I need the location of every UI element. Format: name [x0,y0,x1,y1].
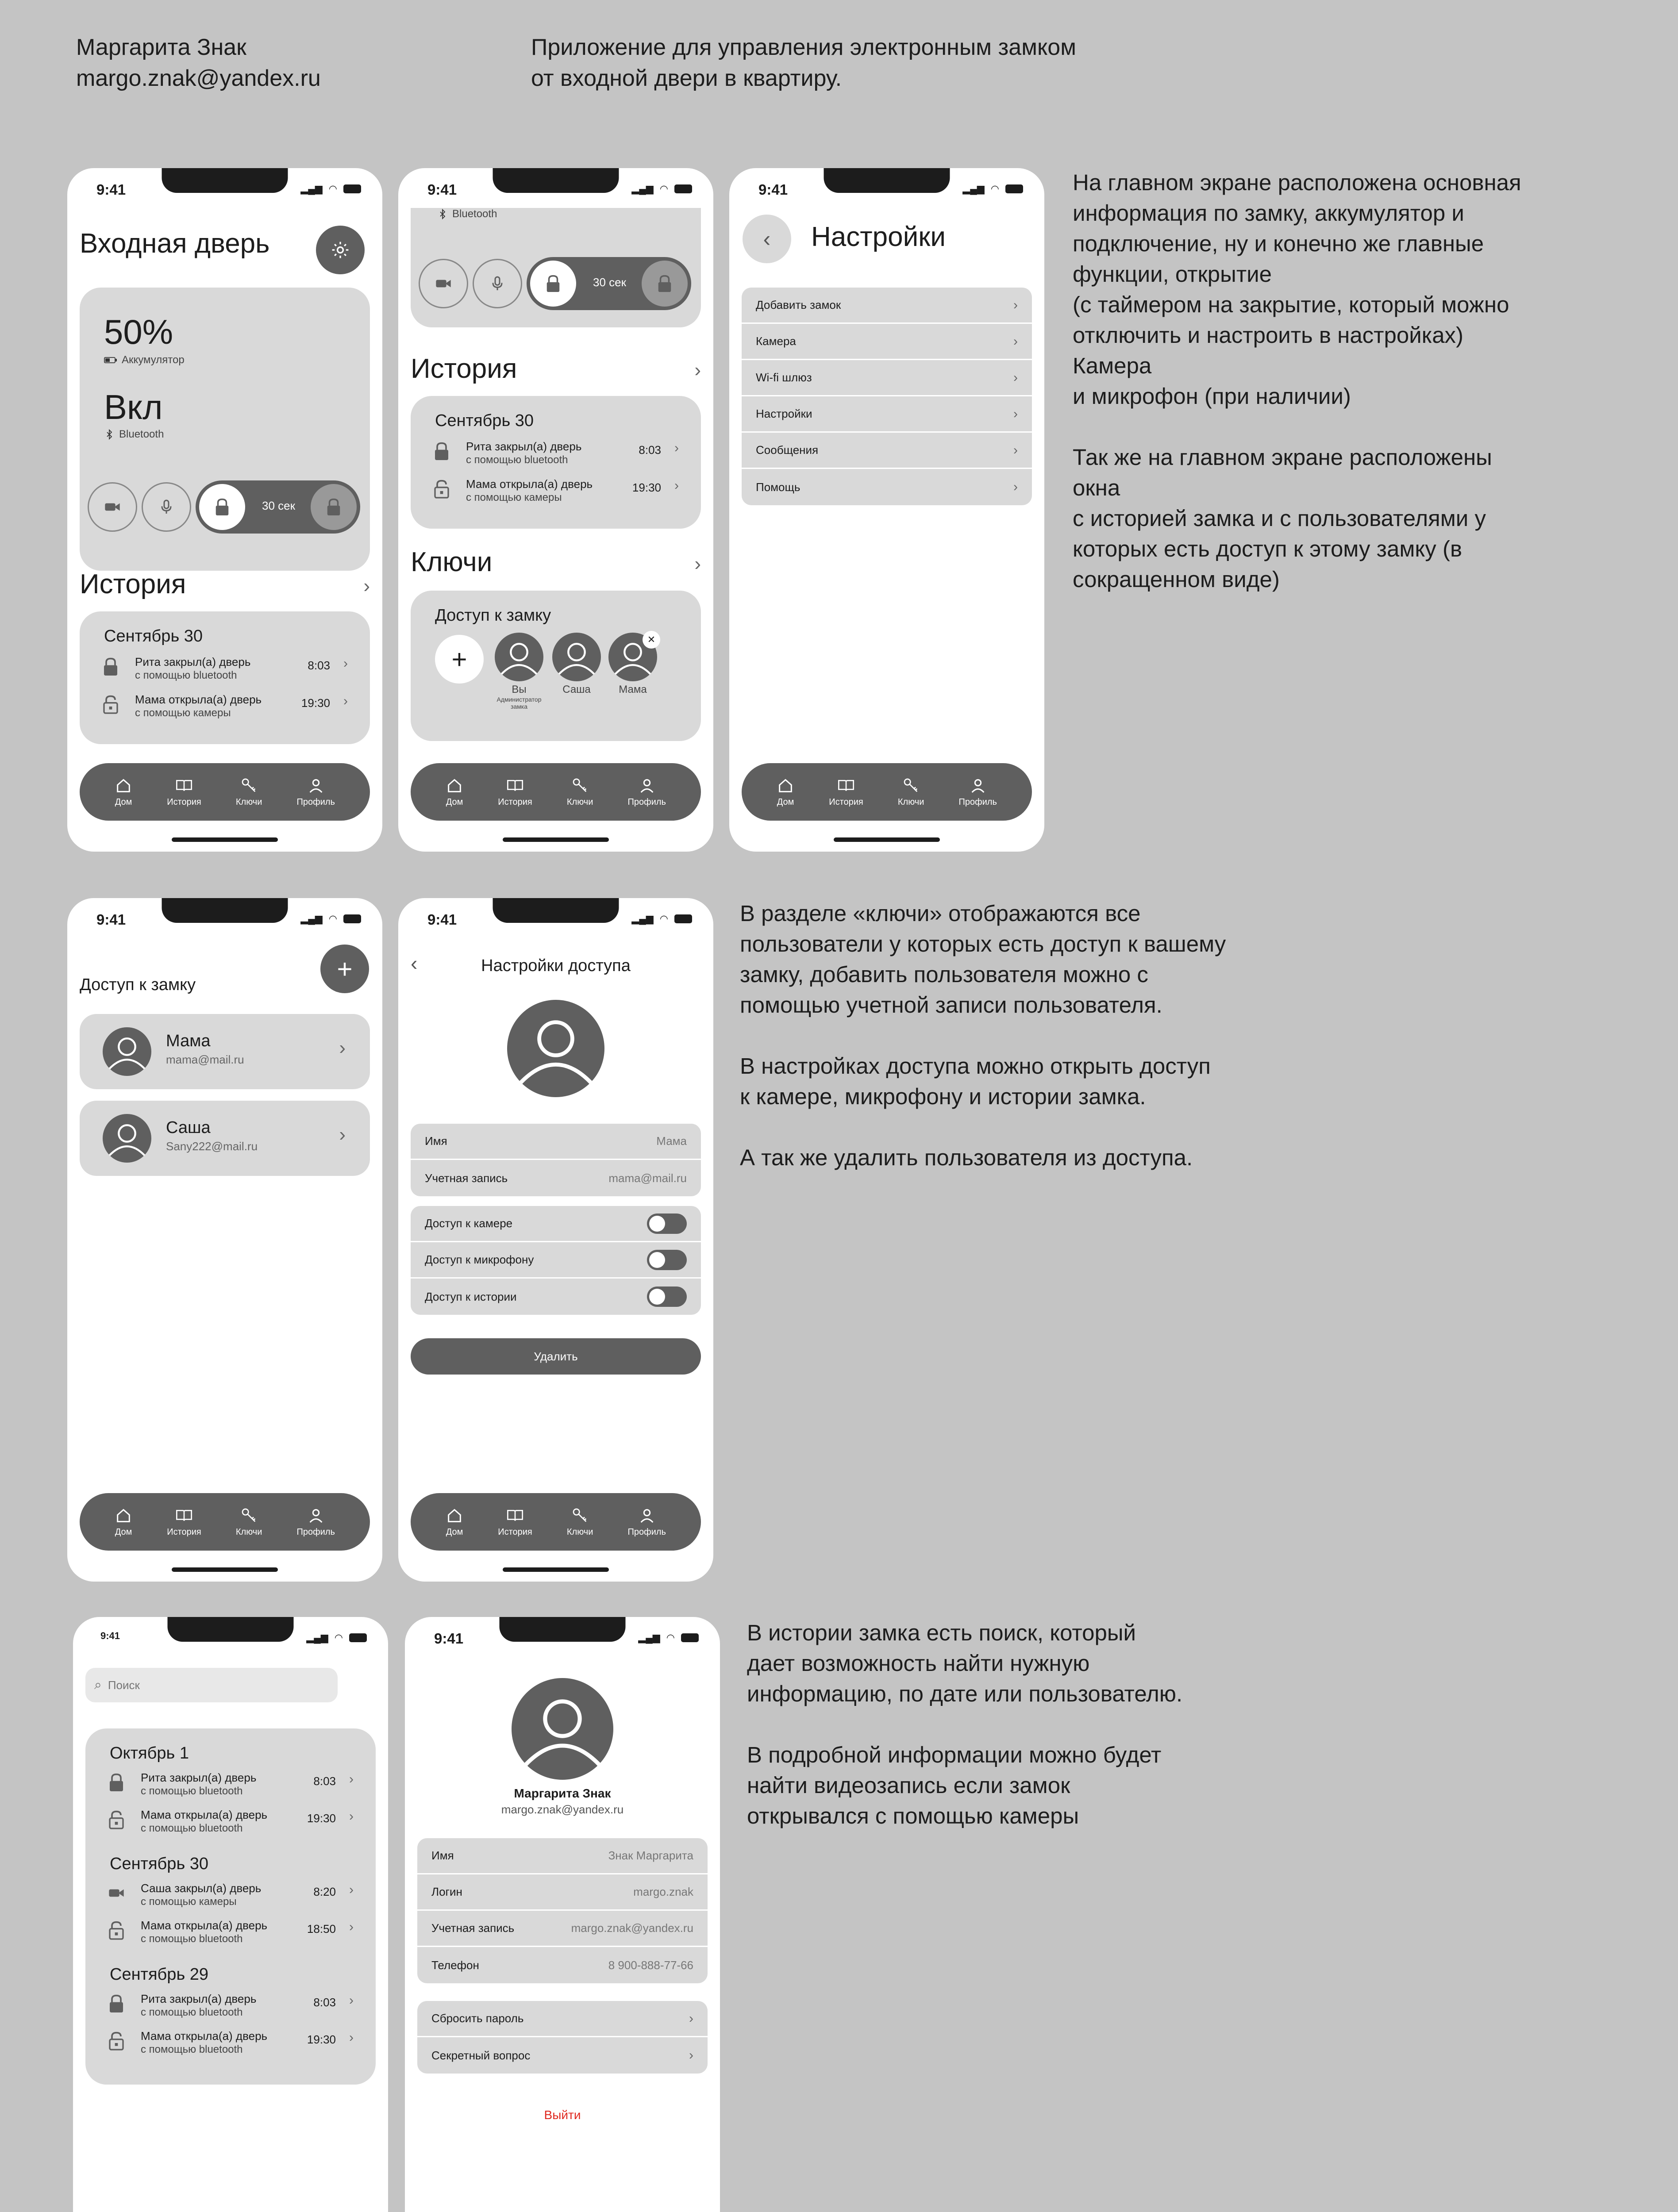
battery-icon [1005,184,1023,193]
profile-name: Маргарита Знак [514,1786,611,1800]
user-sasha[interactable] [550,633,603,696]
history-entry[interactable] [108,1917,354,1952]
wifi-icon: ◠ [666,1632,675,1643]
entry-subtitle: с помощью bluetooth [141,1785,243,1797]
lock-info-card [80,288,370,571]
chevron-right-icon: › [349,1772,354,1786]
gear-icon [331,240,350,260]
connection-label: Bluetooth [452,208,497,220]
user-you[interactable] [493,633,546,710]
microphone-toggle[interactable] [647,1250,687,1270]
history-entry[interactable] [433,438,679,473]
settings-list [742,288,1032,505]
entry-subtitle: с помощью камеры [135,707,231,719]
chevron-right-icon: › [1013,370,1018,385]
unlock-icon [108,2031,125,2051]
chevron-right-icon: › [343,656,348,671]
book-icon [175,777,193,795]
entry-time: 8:03 [313,1774,336,1788]
add-user-button[interactable]: + [435,635,484,684]
status-time: 9:41 [96,181,126,198]
key-icon [571,777,589,795]
settings-item-messages[interactable]: Сообщения › [742,433,1032,469]
connection-label: Bluetooth [119,428,164,440]
entry-time: 8:03 [308,659,330,672]
page-title: Настройки [811,222,946,252]
status-icons [300,913,361,925]
wifi-icon: ◠ [659,913,668,924]
history-entry[interactable] [108,1990,354,2026]
unlock-icon [108,1810,125,1829]
entry-title: Рита закрыл(а) дверь [141,1992,257,2005]
entry-title: Мама открыла(а) дверь [141,1808,268,1821]
home-icon [115,777,132,795]
history-entry[interactable] [433,476,679,511]
history-date: Сентябрь 29 [110,1965,209,1984]
lock-icon [102,657,119,676]
history-entry[interactable] [108,1769,354,1805]
avatar [103,1027,151,1076]
book-icon [175,1507,193,1525]
history-entry[interactable] [108,1806,354,1842]
timer-label: 30 сек [593,276,626,289]
entry-title: Мама открыла(а) дверь [135,693,262,706]
history-card [80,611,370,744]
home-icon [446,777,463,795]
settings-item-add-lock[interactable]: Добавить замок › [742,288,1032,324]
wifi-icon: ◠ [328,183,337,194]
chevron-right-icon[interactable]: › [694,553,701,575]
tab-bar [411,763,701,821]
profile-info-list [417,1838,708,1983]
tab-bar [411,1493,701,1551]
home-icon [115,1507,132,1525]
history-title[interactable]: История [411,353,517,384]
battery-label: Аккумулятор [122,354,185,366]
book-icon [837,777,855,795]
author-name: Маргарита Знак [76,35,246,60]
unlock-slider[interactable] [196,480,360,534]
settings-item-settings[interactable]: Настройки › [742,396,1032,433]
history-date: Сентябрь 30 [104,627,203,645]
user-mama[interactable] [606,633,659,696]
user-icon [969,777,987,795]
notch [500,1617,626,1642]
user-icon [307,777,325,795]
user-name: Саша [562,684,591,695]
user-name: Вы [512,684,527,695]
user-card-sasha[interactable] [80,1101,370,1176]
entry-title: Мама открыла(а) дверь [141,2029,268,2043]
settings-button[interactable] [316,226,365,274]
lock-icon [656,274,673,293]
project-title [531,32,1076,94]
history-date: Октябрь 1 [110,1744,189,1763]
search-input[interactable] [108,1678,307,1692]
phone-profile [405,1617,720,2212]
settings-item-help[interactable]: Помощь › [756,480,1018,494]
entry-subtitle: с помощью камеры [141,1896,237,1908]
tab-keys[interactable]: Ключи [567,1507,593,1537]
tab-history[interactable]: История [167,1507,201,1537]
battery-icon [681,1633,699,1642]
avatar [507,1000,604,1097]
signal-icon: ▂▄▆ [631,913,654,924]
access-card [411,591,701,741]
status-time: 9:41 [758,181,788,198]
slider-end [311,484,357,530]
notch [493,168,619,193]
signal-icon: ▂▄▆ [962,183,985,194]
slider-thumb[interactable] [530,261,576,307]
user-info-list [411,1124,701,1196]
tab-profile[interactable]: Профиль [297,777,335,807]
description-keys: В разделе «ключи» отображаются все пользователи у которых есть доступ к вашему замку, добавить пользователя можно с помощью учетной записи пользователя. В настройках доступа можно открыть доступ к камере, микрофону и истории замка. А так же удалить пользователя из доступа. [740,901,1226,1170]
tab-keys[interactable]: Ключи [236,777,262,807]
tab-history[interactable]: История [167,777,201,807]
remove-user-button[interactable]: ✕ [643,631,660,649]
camera-toggle[interactable] [647,1214,687,1234]
phone-home [67,168,382,852]
tab-bar [80,1493,370,1551]
unlock-slider[interactable] [527,257,691,310]
wifi-icon: ◠ [328,913,337,924]
user-name: Саша [166,1118,211,1137]
user-email: mama@mail.ru [166,1053,244,1066]
user-card-mama[interactable] [80,1014,370,1089]
wifi-icon: ◠ [334,1632,343,1643]
delete-button[interactable]: Удалить [411,1338,701,1375]
entry-subtitle: с помощью bluetooth [466,454,568,466]
back-button[interactable]: ‹ [743,215,791,263]
history-list-card [85,1728,376,2085]
slider-end [642,261,688,307]
unlock-icon [102,695,119,714]
home-indicator [172,837,278,842]
permissions-list [411,1206,701,1315]
chevron-right-icon: › [1013,442,1018,457]
status-icons [962,183,1023,195]
entry-time: 8:20 [313,1885,336,1898]
tab-home[interactable]: Дом [446,1507,463,1537]
page-title: Настройки доступа [481,956,631,975]
history-entry[interactable] [102,691,348,726]
wifi-icon: ◠ [659,183,668,194]
camera-button[interactable] [419,259,468,308]
tab-bar [742,763,1032,821]
profile-actions-list [417,2001,708,2074]
bluetooth-icon [437,209,448,219]
entry-subtitle: с помощью bluetooth [141,2043,243,2055]
settings-item-wifi[interactable]: Wi-fi шлюз › [742,360,1032,396]
lock-icon [108,1773,125,1792]
tab-keys[interactable]: Ключи [898,777,924,807]
notch [168,1617,294,1642]
tab-history[interactable]: История [498,1507,532,1537]
lock-icon [214,498,231,516]
home-icon [446,1507,463,1525]
access-title: Доступ к замку [435,606,551,625]
avatar [103,1114,151,1163]
entry-time: 19:30 [307,1812,336,1825]
info-row-account: Учетная запись margo.znak@yandex.ru [417,1911,708,1947]
entry-time: 8:03 [639,443,661,457]
chevron-right-icon: › [1013,480,1018,494]
history-title[interactable]: История [80,569,186,599]
key-icon [240,777,258,795]
chevron-right-icon[interactable]: › [694,359,701,381]
info-row-phone: Телефон 8 900-888-77-66 [431,1958,693,1972]
chevron-right-icon[interactable]: › [363,575,370,597]
project-line1: Приложение для управления электронным замком [531,35,1076,60]
signal-icon: ▂▄▆ [306,1632,328,1643]
unlock-icon [433,479,450,499]
status-time: 9:41 [96,911,126,928]
status-icons [638,1632,699,1644]
author-email: margo.znak@yandex.ru [76,65,321,91]
history-entry[interactable] [108,2028,354,2063]
entry-title: Рита закрыл(а) дверь [141,1771,257,1784]
slider-thumb[interactable] [199,484,245,530]
chevron-right-icon: › [349,1920,354,1934]
tab-keys[interactable]: Ключи [236,1507,262,1537]
page-title: Входная дверь [80,228,270,259]
status-icons [300,183,361,195]
phone-keys [67,898,382,1582]
entry-time: 8:03 [313,1996,336,2009]
entry-subtitle: с помощью bluetooth [141,1933,243,1945]
user-email: Sany222@mail.ru [166,1140,258,1153]
permission-microphone: Доступ к микрофону [411,1242,701,1279]
connection-value: Вкл [104,388,163,426]
entry-title: Мама открыла(а) дверь [141,1919,268,1932]
notch [162,898,288,923]
chevron-right-icon: › [339,1037,346,1059]
user-icon [307,1507,325,1525]
tab-profile[interactable]: Профиль [297,1507,335,1537]
chevron-right-icon: › [674,478,679,493]
camera-icon [104,498,121,516]
page-title: Доступ к замку [80,975,196,994]
lock-info-card [411,208,701,327]
chevron-right-icon: › [349,1993,354,2008]
camera-icon [108,1883,125,1903]
avatar [552,633,601,681]
user-name: Мама [619,684,647,695]
key-icon [902,777,920,795]
status-time: 9:41 [434,1630,464,1647]
settings-item-camera[interactable]: Камера › [742,324,1032,360]
chevron-right-icon: › [1013,334,1018,349]
tab-home[interactable]: Дом [115,1507,132,1537]
home-indicator [834,837,940,842]
entry-subtitle: с помощью bluetooth [135,669,237,681]
lock-icon [433,442,450,461]
permission-camera: Доступ к камере [411,1206,701,1242]
entry-title: Саша закрыл(а) дверь [141,1882,262,1895]
tab-keys[interactable]: Ключи [567,777,593,807]
user-name: Мама [166,1032,211,1050]
status-icons [306,1632,367,1644]
microphone-icon [158,498,175,516]
book-icon [506,1507,524,1525]
add-user-button[interactable]: + [320,945,369,993]
history-date: Сентябрь 30 [110,1855,209,1873]
keys-title[interactable]: Ключи [411,547,493,577]
battery-icon [674,184,692,193]
microphone-button[interactable] [142,482,191,532]
battery-icon [349,1633,367,1642]
unlock-icon [108,1920,125,1940]
secret-question-item[interactable]: Секретный вопрос › [431,2048,693,2062]
permission-history: Доступ к истории [411,1279,701,1315]
entry-time: 19:30 [307,2033,336,2046]
microphone-button[interactable] [473,259,522,308]
user-icon [638,1507,656,1525]
home-icon [777,777,794,795]
microphone-icon [489,275,506,292]
chevron-right-icon: › [349,1882,354,1897]
chevron-right-icon: › [339,1124,346,1145]
chevron-right-icon: › [349,1809,354,1824]
lock-icon [108,1994,125,2013]
chevron-right-icon: › [1013,297,1018,312]
tab-home[interactable]: Дом [115,777,132,807]
search-bar[interactable] [85,1668,338,1702]
reset-password-item[interactable]: Сбросить пароль › [417,2001,708,2037]
notch [824,168,950,193]
signal-icon: ▂▄▆ [300,183,323,194]
avatar [495,633,543,681]
phone-access-settings [398,898,713,1582]
tab-home[interactable]: Дом [777,777,794,807]
entry-time: 19:30 [632,481,661,494]
wifi-icon: ◠ [990,183,999,194]
entry-time: 18:50 [307,1922,336,1936]
entry-subtitle: с помощью bluetooth [141,2006,243,2018]
entry-title: Рита закрыл(а) дверь [135,655,251,668]
tab-home[interactable]: Дом [446,777,463,807]
key-icon [240,1507,258,1525]
history-date: Сентябрь 30 [435,411,534,430]
author-block [76,32,321,94]
history-entry[interactable] [102,653,348,689]
status-time: 9:41 [427,911,457,928]
avatar [512,1678,613,1780]
logout-button[interactable]: Выйти [544,2108,581,2122]
tab-profile[interactable]: Профиль [959,777,997,807]
info-row-account: Учетная запись mama@mail.ru [425,1171,687,1185]
info-row-name: Имя Знак Маргарита [417,1838,708,1874]
history-card [411,396,701,529]
home-indicator [503,1567,609,1572]
timer-label: 30 сек [262,499,295,512]
user-icon [638,777,656,795]
lock-icon [325,498,342,516]
entry-subtitle: с помощью камеры [466,492,562,503]
battery-value: 50% [104,312,173,351]
status-icons [631,183,692,195]
bluetooth-icon [104,429,115,440]
entry-title: Рита закрыл(а) дверь [466,440,582,453]
history-toggle[interactable] [647,1286,687,1307]
entry-title: Мама открыла(а) дверь [466,477,593,491]
home-indicator [172,1567,278,1572]
phone-settings [729,168,1044,852]
key-icon [571,1507,589,1525]
book-icon [506,777,524,795]
chevron-right-icon: › [674,441,679,455]
profile-email: margo.znak@yandex.ru [501,1803,624,1816]
chevron-right-icon: › [1013,406,1018,421]
battery-icon [674,914,692,923]
tab-profile[interactable]: Профиль [628,1507,666,1537]
phone-home-scrolled [398,168,713,852]
back-button[interactable]: ‹ [411,952,418,975]
tab-history[interactable]: История [829,777,863,807]
chevron-right-icon: › [689,2011,693,2026]
camera-button[interactable] [88,482,137,532]
battery-small-icon [104,357,117,364]
tab-profile[interactable]: Профиль [628,777,666,807]
battery-icon [343,914,361,923]
camera-icon [435,275,452,292]
chevron-right-icon: › [343,694,348,708]
lock-icon [545,274,562,293]
status-time: 9:41 [100,1630,120,1641]
status-time: 9:41 [427,181,457,198]
phone-history [73,1617,388,2212]
user-role: Администратор замка [496,696,542,710]
tab-history[interactable]: История [498,777,532,807]
signal-icon: ▂▄▆ [638,1632,660,1643]
info-row-login: Логин margo.znak [417,1874,708,1911]
description-home: На главном экране расположена основная информация по замку, аккумулятор и подключение, ну и конечно же главные функции, открытие (с таймером на закрытие, который можно отключить и настроить в настройках) Камера и микрофон (при наличии) Так же на главном экране расположены окна с историей замка и с пользователями у которых есть доступ к этому замку (в сокращенном виде) [1073,170,1521,592]
battery-icon [343,184,361,193]
entry-subtitle: с помощью bluetooth [141,1822,243,1834]
info-row-name: Имя Мама [411,1124,701,1160]
chevron-right-icon: › [349,2030,354,2045]
notch [493,898,619,923]
home-indicator [503,837,609,842]
search-icon: ⌕ [94,1678,102,1692]
tab-bar [80,763,370,821]
description-history: В истории замка есть поиск, который дает возможность найти нужную информацию, по дате или пользователю. В подробной информации можно будет найти видеозапись если замок открывался с помощью камеры [747,1620,1183,1828]
notch [162,168,288,193]
history-entry[interactable] [108,1880,354,1915]
signal-icon: ▂▄▆ [300,913,323,924]
chevron-right-icon: › [689,2048,693,2062]
signal-icon: ▂▄▆ [631,183,654,194]
project-line2: от входной двери в квартиру. [531,65,842,91]
entry-time: 19:30 [301,696,330,710]
status-icons [631,913,692,925]
